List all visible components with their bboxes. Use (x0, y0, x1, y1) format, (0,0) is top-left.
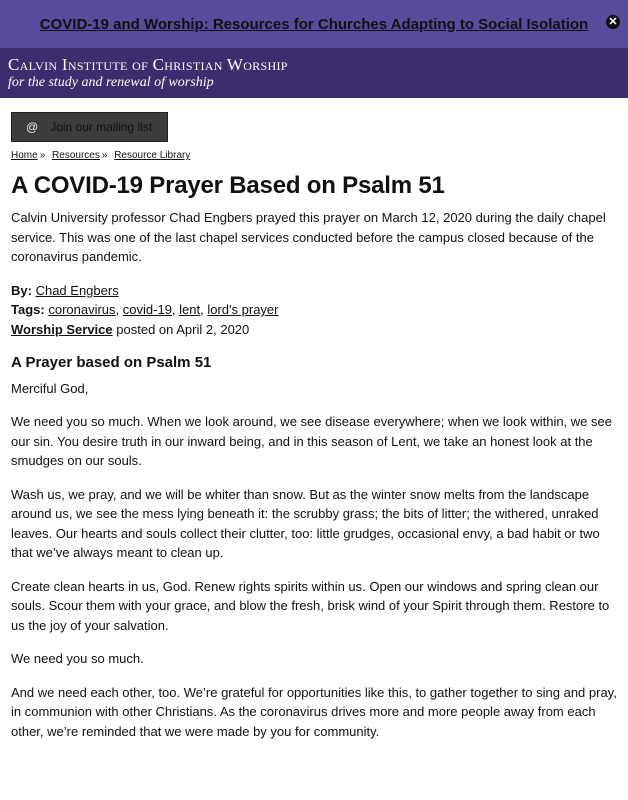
prayer-paragraph: Wash us, we pray, and we will be whiter than snow. But as the winter snow melts from the landscape around us, we see the mess lying beneath it: the scrubby grass; the bits of litter; the withered, unraked leaves. Our hearts and souls collect their clutter, too: little grudges, occasional envy, a bad habit or two that we’ve always meant to clean up. (11, 486, 600, 560)
prayer-paragraph: Create clean hearts in us, God. Renew rights spirits within us. Open our windows and spring clean our souls. Scour them with your grace, and blow the fresh, brisk wind of your Spirit through them. Restore to us the joy of your salvation. (11, 578, 610, 633)
tags-line: Tags: coronavirus, covid-19, lent, lord's prayer (11, 302, 279, 317)
article-intro: Calvin University professor Chad Engbers prayed this prayer on March 12, 2020 during the daily chapel service. This was one of the last chapel services conducted before the campus closed because of the coronavirus pandemic. (11, 210, 606, 264)
prayer-paragraph: Merciful God, (11, 380, 89, 396)
tag-link[interactable]: coronavirus (48, 302, 116, 317)
mailing-list-label: Join our mailing list (50, 120, 153, 134)
prayer-paragraph: We need you so much. (11, 651, 144, 666)
close-icon[interactable]: ✕ (606, 15, 620, 29)
category-label: Worship Service (11, 321, 113, 337)
breadcrumb-resource-library[interactable]: Resource Library (114, 150, 191, 161)
mailing-list-button[interactable] (11, 112, 168, 142)
breadcrumb-home[interactable]: Home (11, 150, 38, 161)
prayer-paragraph: And we need each other, too. We’re grateful for opportunities like this, to gather together to sing and pray, in communion with other Christians. As the coronavirus drives more and more people away from each other, we’re reminded that we were made by you for community. (11, 684, 617, 739)
tags-label: Tags: (11, 302, 45, 317)
breadcrumb-separator: » (101, 150, 108, 161)
posted-date: posted on April 2, 2020 (116, 321, 250, 337)
breadcrumb-separator: » (39, 150, 46, 161)
banner-link[interactable]: COVID-19 and Worship: Resources for Churches Adapting to Social Isolation (39, 15, 589, 33)
site-header (0, 48, 628, 98)
tag-link[interactable]: lord's prayer (207, 302, 279, 317)
author-link[interactable]: Chad Engbers (35, 282, 119, 298)
announcement-banner (0, 0, 628, 48)
tag-link[interactable]: covid-19 (122, 302, 172, 317)
article-content (11, 208, 617, 755)
category-link[interactable] (11, 322, 113, 337)
breadcrumb (11, 150, 190, 161)
site-title[interactable]: Calvin Institute of Christian Worship (8, 55, 288, 74)
tag-link[interactable]: lent (179, 302, 201, 317)
at-sign-icon: @ (26, 120, 39, 134)
page-title: A COVID-19 Prayer Based on Psalm 51 (11, 172, 445, 199)
article-meta (11, 281, 617, 340)
category-line (11, 320, 617, 340)
prayer-heading: A Prayer based on Psalm 51 (11, 354, 212, 371)
author-line (11, 281, 617, 301)
by-label: By: (11, 282, 32, 298)
prayer-paragraph: We need you so much. When we look around, we see disease everywhere; when we look within, we see our sin. You desire truth in our inward being, and in this season of Lent, we take an honest look at the smudges on our souls. (11, 414, 612, 468)
site-subtitle: for the study and renewal of worship (8, 75, 214, 90)
breadcrumb-resources[interactable]: Resources (52, 150, 100, 161)
